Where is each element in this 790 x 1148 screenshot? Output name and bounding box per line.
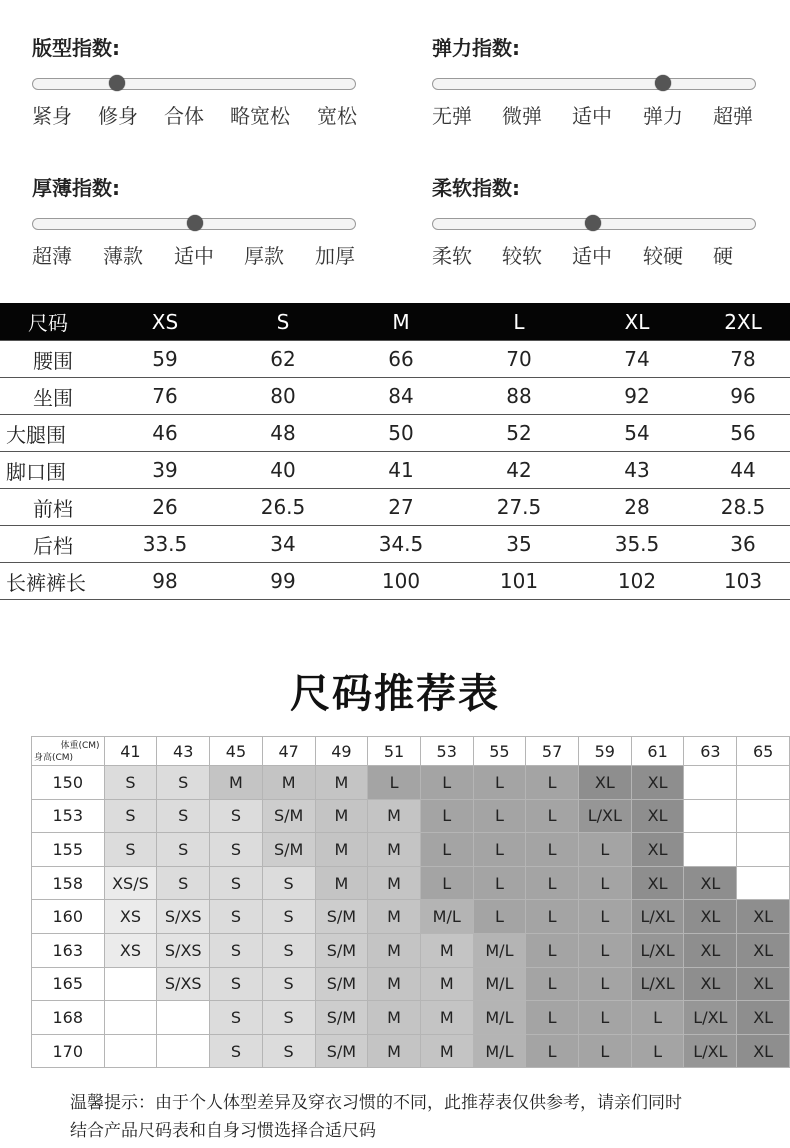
size-table-row (0, 526, 790, 563)
softness-option: 硬 (713, 244, 733, 268)
size-recommendation-cell: XL (684, 866, 737, 900)
size-recommendation-cell: S/M (315, 900, 368, 934)
size-recommendation-cell: S (210, 900, 263, 934)
height-cell: 150 (32, 766, 105, 800)
size-table-row (0, 489, 790, 526)
size-recommendation-cell: S (262, 900, 315, 934)
size-recommendation-cell: L (368, 766, 421, 800)
recommendation-row (32, 1034, 790, 1068)
size-recommendation-cell: M/L (420, 900, 473, 934)
softness-option: 较软 (502, 244, 542, 268)
recommendation-row (32, 833, 790, 867)
size-recommendation-cell: S/M (315, 967, 368, 1001)
size-recommendation-cell (104, 1034, 157, 1068)
size-recommendation-cell (684, 833, 737, 867)
size-recommendation-cell: S (262, 1001, 315, 1035)
size-recommendation-cell: L (473, 799, 526, 833)
size-recommendation-cell: L (420, 833, 473, 867)
elasticity-index-title: 弹力指数: (432, 36, 520, 60)
size-recommendation-cell (684, 799, 737, 833)
fit-option: 紧身 (32, 104, 72, 128)
measurement-label: 大腿围 (0, 415, 106, 452)
size-recommendation-cell: S (210, 1001, 263, 1035)
measurement-value: 100 (342, 563, 460, 600)
softness-index-title: 柔软指数: (432, 176, 520, 200)
size-recommendation-cell: S (262, 866, 315, 900)
fit-index-title: 版型指数: (32, 36, 120, 60)
measurement-value: 50 (342, 415, 460, 452)
size-table-row (0, 415, 790, 452)
size-recommendation-cell: L (631, 1034, 684, 1068)
size-recommendation-cell: L (526, 1034, 579, 1068)
size-recommendation-cell: L (578, 933, 631, 967)
size-recommendation-cell: L (578, 1001, 631, 1035)
size-recommendation-cell: L (526, 766, 579, 800)
weight-header-cell: 47 (262, 737, 315, 766)
size-recommendation-cell: L (526, 933, 579, 967)
measurement-value: 41 (342, 452, 460, 489)
size-recommendation-cell: M/L (473, 967, 526, 1001)
measurement-value: 36 (696, 526, 790, 563)
measurement-value: 27 (342, 489, 460, 526)
size-recommendation-cell: L (578, 967, 631, 1001)
fit-option: 合体 (164, 104, 204, 128)
measurement-value: 80 (224, 378, 342, 415)
measurement-value: 40 (224, 452, 342, 489)
size-header-label: 尺码 (0, 303, 106, 341)
elasticity-index (432, 34, 762, 126)
measurement-value: 39 (106, 452, 224, 489)
height-cell: 155 (32, 833, 105, 867)
size-recommendation-cell: XL (737, 900, 790, 934)
measurement-value: 44 (696, 452, 790, 489)
recommendation-row (32, 1001, 790, 1035)
size-recommendation-cell: S (262, 967, 315, 1001)
thickness-index-track (32, 218, 356, 230)
measurement-value: 66 (342, 341, 460, 378)
measurement-label: 坐围 (0, 378, 106, 415)
thickness-option: 薄款 (103, 244, 143, 268)
size-recommendation-cell: S (157, 866, 210, 900)
size-recommendation-cell: L/XL (631, 933, 684, 967)
measurement-value: 56 (696, 415, 790, 452)
size-recommendation-cell: XS (104, 933, 157, 967)
size-recommendation-cell: M (368, 799, 421, 833)
size-recommendation-cell: S/XS (157, 900, 210, 934)
measurement-value: 35.5 (578, 526, 696, 563)
size-recommendation-cell: M/L (473, 933, 526, 967)
measurement-value: 28 (578, 489, 696, 526)
measurement-value: 43 (578, 452, 696, 489)
size-recommendation-cell: XL (631, 833, 684, 867)
size-recommendation-cell: L (526, 900, 579, 934)
size-recommendation-cell: S/M (315, 1034, 368, 1068)
size-recommendation-cell: M (368, 967, 421, 1001)
measurement-value: 59 (106, 341, 224, 378)
size-header-cell: L (460, 303, 578, 341)
notice-text-line2: 结合产品尺码表和自身习惯选择合适尺码 (70, 1121, 376, 1141)
measurement-label: 脚口围 (0, 452, 106, 489)
notice-text: 温馨提示：由于个人体型差异及穿衣习惯的不同，此推荐表仅供参考，请亲们同时 (70, 1093, 682, 1113)
measurement-value: 42 (460, 452, 578, 489)
softness-option: 适中 (572, 244, 612, 268)
size-table-row (0, 563, 790, 600)
recommendation-corner (32, 737, 105, 766)
measurement-value: 28.5 (696, 489, 790, 526)
size-recommendation-cell: S/M (315, 1001, 368, 1035)
size-recommendation-cell: S (210, 933, 263, 967)
measurement-value: 70 (460, 341, 578, 378)
size-recommendation-cell: XS/S (104, 866, 157, 900)
measurement-value: 84 (342, 378, 460, 415)
recommendation-row (32, 766, 790, 800)
height-cell: 165 (32, 967, 105, 1001)
size-recommendation-cell: S (210, 967, 263, 1001)
size-recommendation-cell (104, 1001, 157, 1035)
size-recommendation-cell: M (315, 866, 368, 900)
size-recommendation-cell: XL (684, 933, 737, 967)
size-recommendation-cell: M (420, 967, 473, 1001)
size-recommendation-cell: L (420, 766, 473, 800)
fit-index-knob (109, 75, 125, 91)
recommendation-row (32, 900, 790, 934)
measurement-value: 26 (106, 489, 224, 526)
measurement-value: 52 (460, 415, 578, 452)
size-recommendation-cell: S (210, 833, 263, 867)
size-recommendation-cell: M (368, 833, 421, 867)
height-cell: 170 (32, 1034, 105, 1068)
size-recommendation-cell: XL (631, 799, 684, 833)
size-recommendation-cell: L (526, 1001, 579, 1035)
recommendation-row (32, 799, 790, 833)
weight-header-cell: 51 (368, 737, 421, 766)
measurement-value: 101 (460, 563, 578, 600)
elasticity-index-track (432, 78, 756, 90)
size-recommendation-cell: XS (104, 900, 157, 934)
size-recommendation-cell: L/XL (578, 799, 631, 833)
elasticity-option: 微弹 (502, 104, 542, 128)
measurement-value: 33.5 (106, 526, 224, 563)
size-header-cell: XS (106, 303, 224, 341)
size-recommendation-cell: L (578, 900, 631, 934)
size-recommendation-cell: L (526, 799, 579, 833)
thickness-option: 厚款 (244, 244, 284, 268)
measurement-label: 后档 (0, 526, 106, 563)
measurement-label: 腰围 (0, 341, 106, 378)
fit-option: 宽松 (317, 104, 357, 128)
thickness-index-scale (32, 240, 362, 266)
size-table-row (0, 341, 790, 378)
size-recommendation-cell: M (420, 1001, 473, 1035)
size-header-cell: 2XL (696, 303, 790, 341)
size-table-row (0, 452, 790, 489)
size-recommendation-cell: L (578, 1034, 631, 1068)
weight-header-cell: 53 (420, 737, 473, 766)
size-recommendation-cell: M (368, 1034, 421, 1068)
size-recommendation-cell: M (368, 900, 421, 934)
size-recommendation-cell (737, 866, 790, 900)
size-recommendation-cell: L (473, 900, 526, 934)
softness-option: 较硬 (643, 244, 683, 268)
size-recommendation-cell: M (368, 1001, 421, 1035)
size-recommendation-cell: XL (631, 766, 684, 800)
size-recommendation-cell: L (420, 799, 473, 833)
size-recommendation-cell: XL (737, 967, 790, 1001)
weight-header-cell: 55 (473, 737, 526, 766)
size-recommendation-cell: S (104, 799, 157, 833)
measurement-value: 99 (224, 563, 342, 600)
softness-index (432, 174, 762, 266)
size-header-cell: XL (578, 303, 696, 341)
size-recommendation-cell: S/M (262, 799, 315, 833)
size-recommendation-cell: S (157, 766, 210, 800)
measurement-value: 62 (224, 341, 342, 378)
elasticity-option: 适中 (572, 104, 612, 128)
measurement-value: 98 (106, 563, 224, 600)
measurement-value: 92 (578, 378, 696, 415)
size-recommendation-cell: S/M (315, 933, 368, 967)
size-recommendation-cell: XL (684, 900, 737, 934)
size-recommendation-cell (684, 766, 737, 800)
elasticity-index-knob (655, 75, 671, 91)
size-recommendation-cell: L (473, 766, 526, 800)
size-recommendation-cell: M/L (473, 1001, 526, 1035)
size-recommendation-cell: S (210, 866, 263, 900)
measurement-value: 76 (106, 378, 224, 415)
thickness-option: 适中 (174, 244, 214, 268)
measurement-value: 34.5 (342, 526, 460, 563)
recommendation-title: 尺码推荐表 (290, 671, 500, 717)
elasticity-index-scale (432, 100, 762, 126)
height-cell: 158 (32, 866, 105, 900)
size-recommendation-cell: S (262, 933, 315, 967)
weight-axis-label: 体重(CM) (60, 741, 100, 751)
thickness-index-knob (187, 215, 203, 231)
height-cell: 163 (32, 933, 105, 967)
height-cell: 153 (32, 799, 105, 833)
size-recommendation-cell: L/XL (684, 1034, 737, 1068)
measurement-value: 34 (224, 526, 342, 563)
size-recommendation-cell: L (578, 833, 631, 867)
measurement-label: 前档 (0, 489, 106, 526)
measurement-label: 长裤裤长 (0, 563, 106, 600)
recommendation-row (32, 866, 790, 900)
size-recommendation-cell: L/XL (684, 1001, 737, 1035)
measurement-value: 78 (696, 341, 790, 378)
measurement-value: 103 (696, 563, 790, 600)
size-recommendation-cell: M (368, 933, 421, 967)
size-recommendation-cell: M (315, 833, 368, 867)
size-recommendation-cell: M (420, 1034, 473, 1068)
measurement-value: 26.5 (224, 489, 342, 526)
elasticity-option: 超弹 (713, 104, 753, 128)
size-recommendation-cell: L (526, 866, 579, 900)
size-recommendation-cell: XL (684, 967, 737, 1001)
measurement-value: 27.5 (460, 489, 578, 526)
size-recommendation-cell: XL (631, 866, 684, 900)
height-axis-label: 身高(CM) (34, 753, 74, 763)
size-recommendation-cell: S (157, 799, 210, 833)
thickness-index-title: 厚薄指数: (32, 176, 120, 200)
size-recommendation-cell: S/XS (157, 967, 210, 1001)
size-recommendation-cell: M/L (473, 1034, 526, 1068)
size-recommendation-cell (737, 766, 790, 800)
size-table-header (0, 303, 790, 341)
measurement-value: 46 (106, 415, 224, 452)
size-recommendation-cell (157, 1034, 210, 1068)
size-recommendation-cell: M (368, 866, 421, 900)
recommendation-row (32, 967, 790, 1001)
measurement-value: 88 (460, 378, 578, 415)
size-recommendation-cell: XL (578, 766, 631, 800)
size-recommendation-cell: XL (737, 933, 790, 967)
recommendation-header-row (32, 737, 790, 766)
recommendation-row (32, 933, 790, 967)
weight-header-cell: 43 (157, 737, 210, 766)
size-recommendation-cell: M (210, 766, 263, 800)
size-header-cell: S (224, 303, 342, 341)
fit-index (32, 34, 362, 126)
softness-index-knob (585, 215, 601, 231)
softness-index-track (432, 218, 756, 230)
weight-header-cell: 61 (631, 737, 684, 766)
size-recommendation-cell: M (315, 799, 368, 833)
fit-option: 略宽松 (230, 104, 290, 128)
weight-header-cell: 41 (104, 737, 157, 766)
weight-header-cell: 49 (315, 737, 368, 766)
softness-index-scale (432, 240, 762, 266)
size-recommendation-cell: XL (737, 1001, 790, 1035)
size-recommendation-cell: L (420, 866, 473, 900)
weight-header-cell: 59 (578, 737, 631, 766)
size-recommendation-cell: L/XL (631, 967, 684, 1001)
size-recommendation-cell: L (526, 967, 579, 1001)
height-cell: 168 (32, 1001, 105, 1035)
fit-option: 修身 (98, 104, 138, 128)
measurement-value: 35 (460, 526, 578, 563)
size-recommendation-cell: L (473, 833, 526, 867)
size-recommendation-cell: S (104, 833, 157, 867)
size-recommendation-cell (737, 833, 790, 867)
size-recommendation-cell: L (578, 866, 631, 900)
weight-header-cell: 57 (526, 737, 579, 766)
size-recommendation-cell: S (262, 1034, 315, 1068)
weight-header-cell: 65 (737, 737, 790, 766)
fit-index-scale (32, 100, 362, 126)
size-recommendation-cell: L (473, 866, 526, 900)
size-recommendation-cell (737, 799, 790, 833)
size-recommendation-cell: S (157, 833, 210, 867)
size-recommendation-cell: M (315, 766, 368, 800)
size-recommendation-cell: L (526, 833, 579, 867)
softness-option: 柔软 (432, 244, 472, 268)
measurement-value: 102 (578, 563, 696, 600)
measurement-value: 54 (578, 415, 696, 452)
measurement-value: 96 (696, 378, 790, 415)
size-recommendation-cell: XL (737, 1034, 790, 1068)
size-recommendation-cell: M (420, 933, 473, 967)
size-recommendation-cell: S (104, 766, 157, 800)
size-recommendation-cell: L (631, 1001, 684, 1035)
size-recommendation-cell (157, 1001, 210, 1035)
recommendation-table (31, 736, 790, 1068)
thickness-option: 超薄 (32, 244, 72, 268)
size-table (0, 303, 790, 600)
height-cell: 160 (32, 900, 105, 934)
size-recommendation-cell: S/M (262, 833, 315, 867)
fit-index-track (32, 78, 356, 90)
thickness-index (32, 174, 362, 266)
size-recommendation-cell (104, 967, 157, 1001)
size-recommendation-cell: S (210, 799, 263, 833)
size-table-row (0, 378, 790, 415)
measurement-value: 48 (224, 415, 342, 452)
weight-header-cell: 63 (684, 737, 737, 766)
elasticity-option: 弹力 (643, 104, 683, 128)
size-recommendation-cell: M (262, 766, 315, 800)
thickness-option: 加厚 (315, 244, 355, 268)
elasticity-option: 无弹 (432, 104, 472, 128)
size-header-cell: M (342, 303, 460, 341)
size-recommendation-cell: S (210, 1034, 263, 1068)
weight-header-cell: 45 (210, 737, 263, 766)
size-recommendation-cell: S/XS (157, 933, 210, 967)
measurement-value: 74 (578, 341, 696, 378)
size-recommendation-cell: L/XL (631, 900, 684, 934)
